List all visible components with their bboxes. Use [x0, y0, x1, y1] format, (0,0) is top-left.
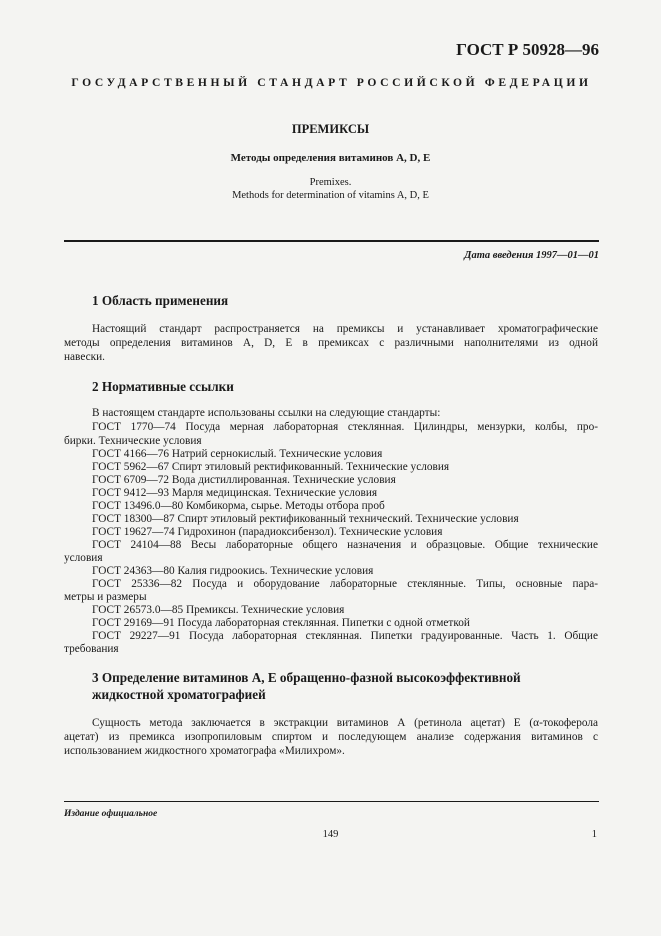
- reference-line: ГОСТ 26573.0—85 Премиксы. Технические условия: [92, 604, 345, 616]
- reference-line: бирки. Технические условия: [64, 435, 202, 447]
- state-standard-heading: ГОСУДАРСТВЕННЫЙ СТАНДАРТ РОССИЙСКОЙ ФЕДЕРАЦИИ: [71, 76, 592, 89]
- reference-line: ГОСТ 13496.0—80 Комбикорма, сырье. Методы отбора проб: [92, 500, 385, 512]
- reference-line: ГОСТ 29227—91 Посуда лабораторная стеклянная. Пипетки градуированные. Часть 1. Общие: [92, 630, 598, 642]
- section-1-line: методы определения витаминов А, D, Е в премиксах с различными наполнителями из одной: [64, 337, 598, 349]
- english-subtitle: Methods for determination of vitamins A, D, E: [232, 190, 429, 201]
- section-3-line: ацетат) из премикса изопропиловым спиртом и последующем анализе содержания витаминов с: [64, 731, 598, 743]
- document-title: ПРЕМИКСЫ: [291, 122, 370, 136]
- sheet-number: 1: [591, 829, 597, 840]
- reference-line: ГОСТ 19627—74 Гидрохинон (парадиоксибензол). Технические условия: [92, 526, 443, 538]
- reference-line: ГОСТ 25336—82 Посуда и оборудование лабораторные стеклянные. Типы, основные пара-: [92, 578, 598, 590]
- reference-line: метры и размеры: [64, 591, 147, 603]
- section-1-heading: 1 Область применения: [92, 293, 229, 308]
- section-1-line: навески.: [64, 351, 105, 363]
- section-3-line: использованием жидкостного хроматографа «Милихром».: [64, 745, 345, 757]
- gost-number: ГОСТ Р 50928—96: [456, 40, 599, 59]
- section-3-heading: жидкостной хроматографией: [92, 687, 266, 702]
- reference-line: ГОСТ 24104—88 Весы лабораторные общего назначения и образцовые. Общие технические: [92, 539, 598, 551]
- reference-line: ГОСТ 9412—93 Марля медицинская. Технические условия: [92, 487, 378, 499]
- reference-line: условия: [64, 552, 103, 564]
- section-1-line: Настоящий стандарт распространяется на премиксы и устанавливает хроматографические: [92, 323, 598, 335]
- reference-line: требования: [64, 643, 119, 655]
- footer-divider: [64, 801, 599, 802]
- reference-line: ГОСТ 29169—91 Посуда лабораторная стеклянная. Пипетки с одной отметкой: [92, 617, 470, 629]
- document-subtitle: Методы определения витаминов А, D, Е: [230, 152, 431, 164]
- introduction-date: Дата введения 1997—01—01: [464, 250, 599, 261]
- english-title: Premixes.: [309, 177, 352, 188]
- edition-label: Издание официальное: [64, 809, 158, 819]
- section-3-line: Сущность метода заключается в экстракции витаминов А (ретинола ацетат) Е (α-токоферола: [92, 717, 598, 729]
- reference-line: ГОСТ 18300—87 Спирт этиловый ректификованный технический. Технические условия: [92, 513, 519, 525]
- reference-line: ГОСТ 5962—67 Спирт этиловый ректификованный. Технические условия: [92, 461, 450, 473]
- section-2-intro: В настоящем стандарте использованы ссылки на следующие стандарты:: [92, 407, 441, 419]
- section-3-heading: 3 Определение витаминов А, Е обращенно-фазной высокоэффективной: [92, 670, 521, 685]
- reference-line: ГОСТ 24363—80 Калия гидроокись. Технические условия: [92, 565, 374, 577]
- reference-line: ГОСТ 4166—76 Натрий сернокислый. Технические условия: [92, 448, 383, 460]
- page-number: 149: [322, 829, 339, 840]
- reference-line: ГОСТ 6709—72 Вода дистиллированная. Технические условия: [92, 474, 396, 486]
- section-2-heading: 2 Нормативные ссылки: [92, 379, 234, 394]
- reference-line: ГОСТ 1770—74 Посуда мерная лабораторная стеклянная. Цилиндры, мензурки, колбы, про-: [92, 421, 598, 433]
- header-divider: [64, 240, 599, 242]
